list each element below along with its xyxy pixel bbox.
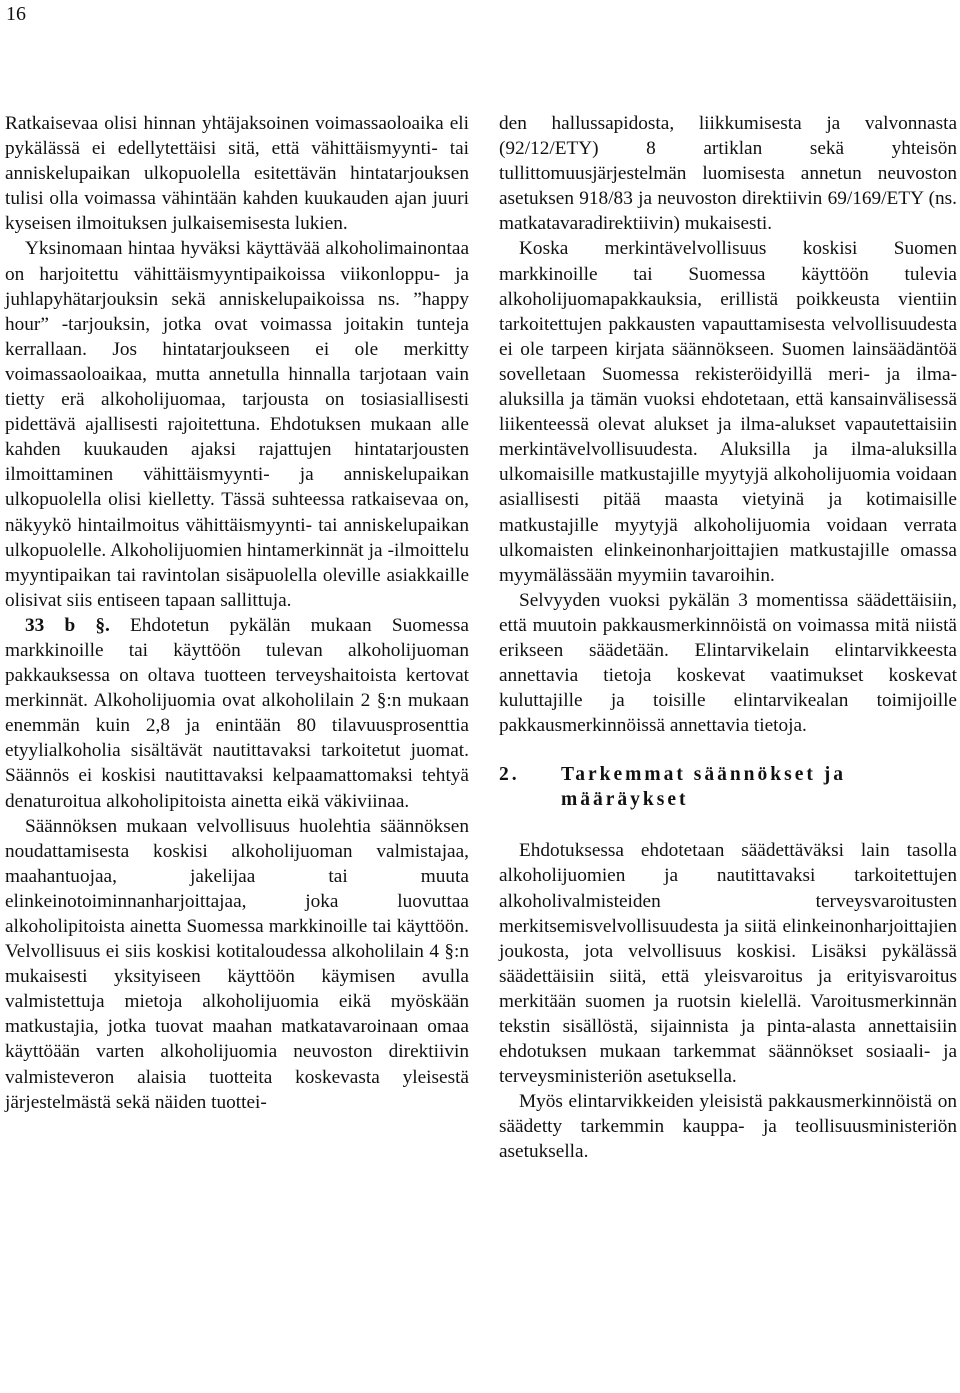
left-paragraph-3-text: Ehdotetun pykälän mukaan Suomessa markkinoille tai käyttöön tulevan alkoholijuoman pakkauksessa on oltava tuotteen terveyshaitoista kertovat merkinnät. Alkoholijuomia ovat alkoholilain 2 §:n mukaan enemmän kuin 2,8 ja enintään 80 tilavuusprosenttia etyylialkoholia sisältävät nautittavaksi tarkoitetut juomat. Säännös ei koskisi nautittavaksi kelpaamattomaksi tehtyä denaturoitua alkoholipitoista ainetta eikä väkiviinaa.	[5, 614, 469, 812]
left-paragraph-1: Ratkaisevaa olisi hinnan yhtäjaksoinen voimassaoloaika eli pykälässä ei edellytettäisi sitä, että vähittäismyynti- tai anniskelupaikan ulkopuolella esitettävän hintatarjouksen tulisi olla voimassa vähintään kahden kuukauden ajan juuri kyseisen ilmoituksen julkaisemisesta lukien.	[5, 113, 469, 235]
left-paragraph-2: Yksinomaan hintaa hyväksi käyttävää alkoholimainontaa on harjoitettu vähittäismyyntipaikoissa viikonloppu- ja juhlapyhätarjouksin sekä anniskelupaikoissa ns. ”happy hour” -tarjouksin, jotka ovat voimassa joitakin tunteja kerrallaan. Jos hintatarjoukseen ei ole merkitty voimassaoloaikaa, mutta annetulla hinnalla tarjotaan vain tietty erä alkoholijuomaa, tarjousta on tosiasiallisesti pidettävä ajallisesti rajoitettuna. Ehdotuksen mukaan alle kahden kuukauden ajaksi rajattujen hintatarjousten ilmoittaminen vähittäismyynti- ja anniskelupaikan ulkopuolella olisi kielletty. Tässä suhteessa ratkaisevaa on, näkyykö hintailmoitus vähittäismyynti- tai anniskelupaikan ulkopuolelle. Alkoholijuomien hintamerkinnät ja -ilmoittelu myyntipaikan tai ravintolan sisäpuolella oleville asiakkaille olisivat siis entiseen tapaan sallittuja.	[5, 238, 469, 611]
section-number: 33 b §.	[25, 614, 110, 636]
section-heading	[499, 762, 957, 812]
right-paragraph-2: Koska merkintävelvollisuus koskisi Suomen markkinoille tai Suomessa käyttöön tulevia alkoholijuomapakkauksia, erillistä poikkeusta vientiin tarkoitettujen pakkausten vapauttamisesta velvollisuudesta ei ole tarpeen kirjata säännökseen. Suomen lainsäädäntöä sovelletaan Suomessa rekisteröidyillä meri- ja ilma-aluksilla ja tämän vuoksi ehdotetaan, että kansainvälisessä liikenteessä olevat alukset ja ilma-alukset vapautettaisiin merkintävelvollisuudesta. Aluksilla ja ilma-aluksilla ulkomaisille matkustajille myytyjä alkoholijuomia voidaan asiallisesti pitää maasta vietyinä ja kotimaisille matkustajille myytyjä alkoholijuomia voidaan verrata ulkomaisten elinkeinonharjoittajien matkustajille omassa myymälässään myymiin tavaroihin.	[499, 238, 957, 586]
left-paragraph-3	[5, 613, 469, 814]
right-paragraph-3: Selvyyden vuoksi pykälän 3 momentissa säädettäisiin, että muutoin pakkausmerkinnöistä on voimassa mitä niistä erikseen säädetään. Elintarvikelain elintarvikkeesta annettavia tietoja koskevat vaatimukset koskevat kuluttajille ja toisille elintarvikealan toimijoille pakkausmerkinnöissä annettavia tietoja.	[499, 589, 957, 737]
page-number: 16	[6, 3, 26, 25]
left-paragraph-4: Säännöksen mukaan velvollisuus huolehtia säännöksen noudattamisesta koskisi alkoholijuoman valmistajaa, maahantuojaa, jakelijaa tai muuta elinkeinotoiminnanharjoittajaa, joka luovuttaa alkoholipitoista ainetta Suomessa markkinoille tai käyttöön. Velvollisuus ei siis koskisi kotitaloudessa alkoholilain 4 §:n mukaisesti yksityiseen käyttöön käymisen avulla valmistettuja mietoja alkoholijuomia eikä myöskään matkustajia, jotka tuovat maahan matkatavaroinaan omaa käyttöään varten alkoholijuomia neuvoston direktiivin valmisteveron alaisia tuotteita koskevasta yleisestä järjestelmästä sekä näiden tuottei-	[5, 815, 469, 1113]
section-heading-text: Tarkemmat säännökset ja määräykset	[561, 764, 846, 811]
section-heading-number: 2.	[499, 764, 520, 786]
right-paragraph-1: den hallussapidosta, liikkumisesta ja valvonnasta (92/12/ETY) 8 artiklan sekä yhteisön tullittomuusjärjestelmän luomisesta annetun neuvoston asetuksen 918/83 ja neuvoston direktiivin 69/169/ETY (ns. matkatavaradirektiivin) mukaisesti.	[499, 113, 957, 235]
right-paragraph-4: Ehdotuksessa ehdotetaan säädettäväksi lain tasolla alkoholijuomien ja nautittavaksi tarkoitettujen alkoholivalmisteiden terveysvaroitusten merkitsemisvelvollisuudesta ja siitä elinkeinonharjoittajien joukosta, jota velvollisuus koskisi. Lisäksi pykälässä säädettäisiin siitä, että yleisvaroitus ja erityisvaroitus merkitään suomen ja ruotsin kielellä. Varoitusmerkinnän tekstin sisällöstä, sijainnista ja pinta-alasta annettaisiin ehdotuksen mukaan tarkemmat säännökset sosiaali- ja terveysministeriön asetuksella.	[499, 840, 957, 1088]
right-column	[499, 111, 957, 1165]
left-column	[5, 111, 469, 1115]
right-paragraph-5: Myös elintarvikkeiden yleisistä pakkausmerkinnöistä on säädetty tarkemmin kauppa- ja teollisuusministeriön asetuksella.	[499, 1091, 957, 1163]
